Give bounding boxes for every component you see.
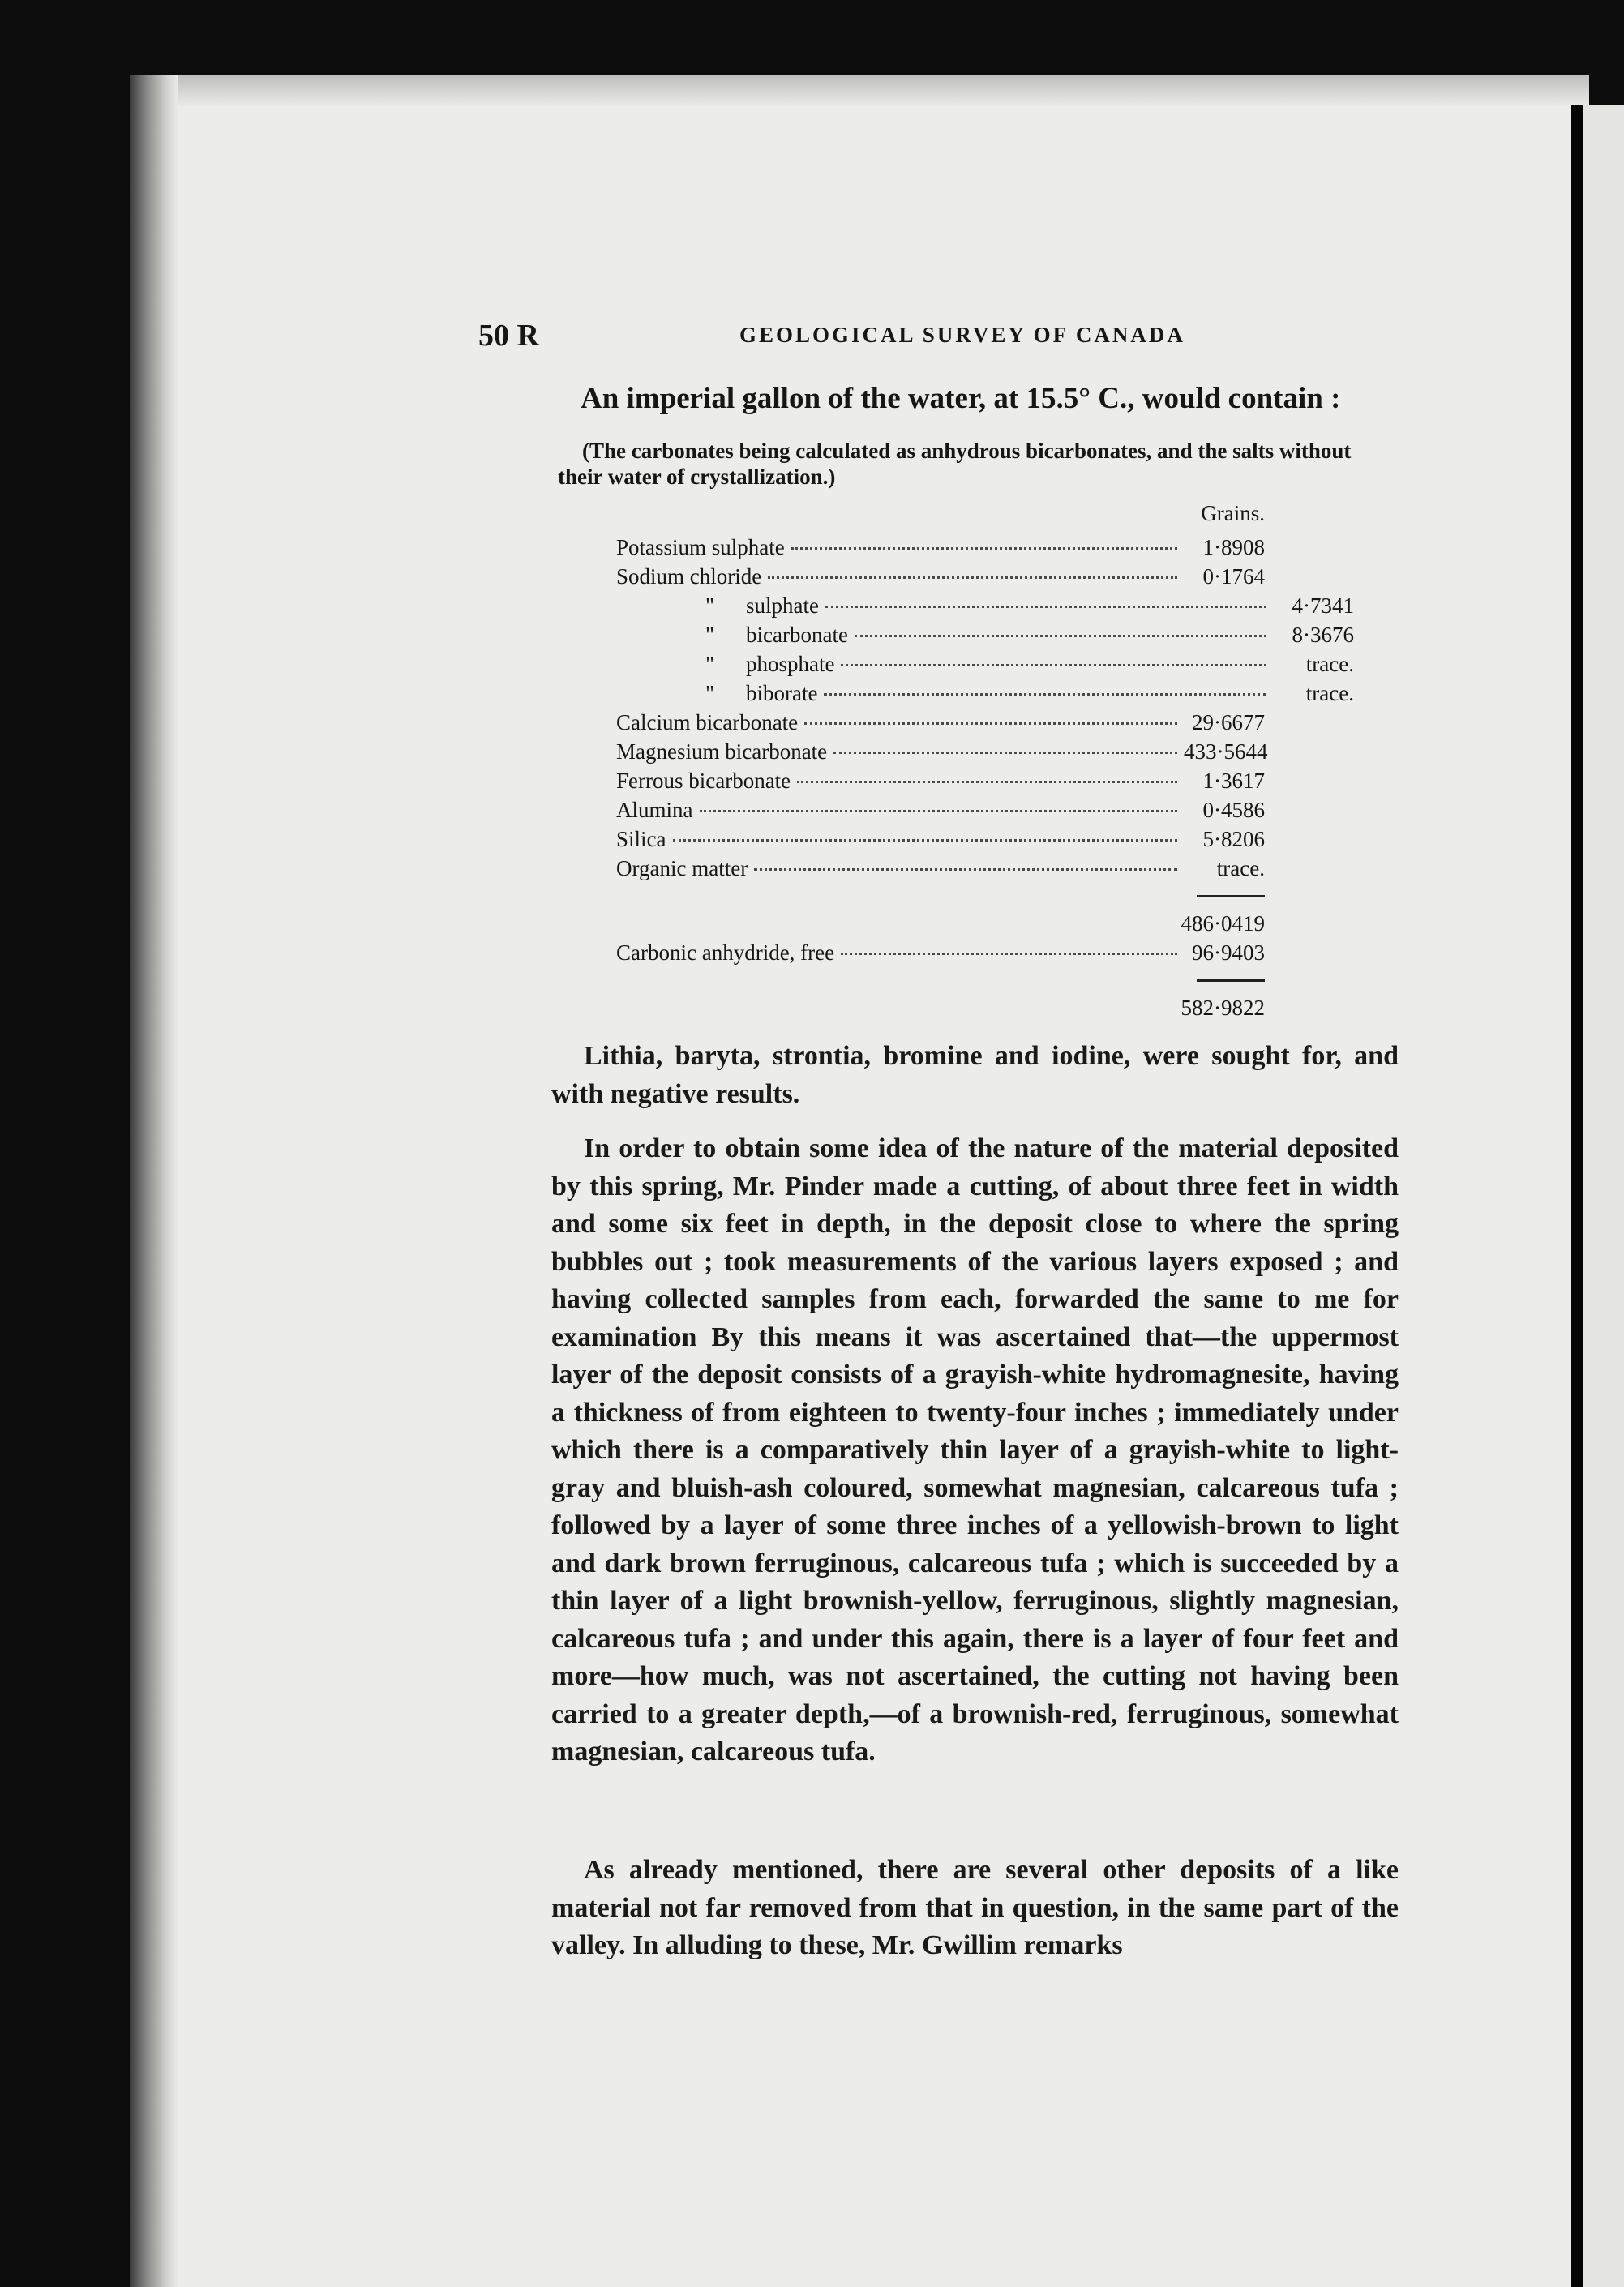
page-number: 50 R: [478, 319, 539, 353]
table-row: Silica 5·8206: [616, 827, 1265, 851]
ditto-mark: ": [705, 652, 715, 676]
table-row: " phosphate trace.: [705, 652, 1354, 676]
body-paragraph: As already mentioned, there are several other deposits of a like material not far removed from that in question, in the same part of the valley. In alluding to these, Mr. Gwillim remarks: [551, 1855, 1399, 1960]
table-row: Calcium bicarbonate 29·6677: [616, 710, 1265, 734]
next-page-edge: [1583, 105, 1624, 2287]
subtotal: 486·0419: [1181, 911, 1265, 936]
table-row: " sulphate 4·7341: [705, 593, 1354, 618]
table-row: " biborate trace.: [705, 681, 1354, 705]
unit-header: Grains.: [1201, 501, 1265, 525]
scan-border-bar: [1571, 105, 1583, 2287]
page-header: [478, 318, 1338, 358]
ditto-mark: ": [705, 681, 715, 705]
ditto-mark: ": [705, 623, 715, 647]
sum-rule: [1197, 979, 1265, 982]
table-row: Sodium chloride 0·1764: [616, 564, 1265, 589]
page-top-shadow: [130, 75, 1589, 107]
table-row: Ferrous bicarbonate 1·3617: [616, 769, 1265, 793]
table-row: Magnesium bicarbonate 433·5644: [616, 739, 1268, 764]
table-row: " bicarbonate 8·3676: [705, 623, 1354, 647]
grand-total: 582·9822: [1181, 996, 1265, 1020]
table-note: (The carbonates being calculated as anhydrous bicarbonates, and the salts without their water of crystallization.): [558, 439, 1352, 489]
table-row: Organic matter trace.: [616, 856, 1265, 880]
table-row: Alumina 0·4586: [616, 798, 1265, 822]
table-row: Carbonic anhydride, free 96·9403: [616, 940, 1265, 965]
running-head: GEOLOGICAL SURVEY OF CANADA: [739, 323, 1185, 347]
table-row: Potassium sulphate 1·8908: [616, 535, 1265, 559]
ditto-mark: ": [705, 593, 715, 618]
body-paragraph: Lithia, baryta, strontia, bromine and iodine, were sought for, and with negative results.: [551, 1041, 1399, 1109]
table-intro: An imperial gallon of the water, at 15.5° C., would contain :: [581, 382, 1341, 415]
sum-rule: [1197, 895, 1265, 897]
binding-edge: [130, 75, 178, 2287]
body-paragraph: In order to obtain some idea of the nature of the material deposited by this spring, Mr. Pinder made a cutting, of about three feet in width and some six feet in depth, in the deposit close to where the spring bubbles out ; took measurements of the various layers exposed ; and having collected samples from each, forwarded the same to me for examination By this means it was ascertained that—the uppermost layer of the deposit consists of a grayish-white hydromagnesite, having a thickness of from eighteen to twenty-four inches ; immediately under which there is a comparatively thin layer of a grayish-white to light-gray and bluish-ash coloured, somewhat magnesian, calcareous tufa ; followed by a layer of some three inches of a yellowish-brown to light and dark brown ferruginous, calcareous tufa ; which is succeeded by a thin layer of a light brownish-yellow, ferruginous, slightly magnesian, calcareous tufa ; and under this again, there is a layer of four feet and more—how much, was not ascertained, the cutting not having been carried to a greater depth,—of a brownish-red, ferruginous, somewhat magnesian, calcareous tufa.: [551, 1133, 1399, 1767]
